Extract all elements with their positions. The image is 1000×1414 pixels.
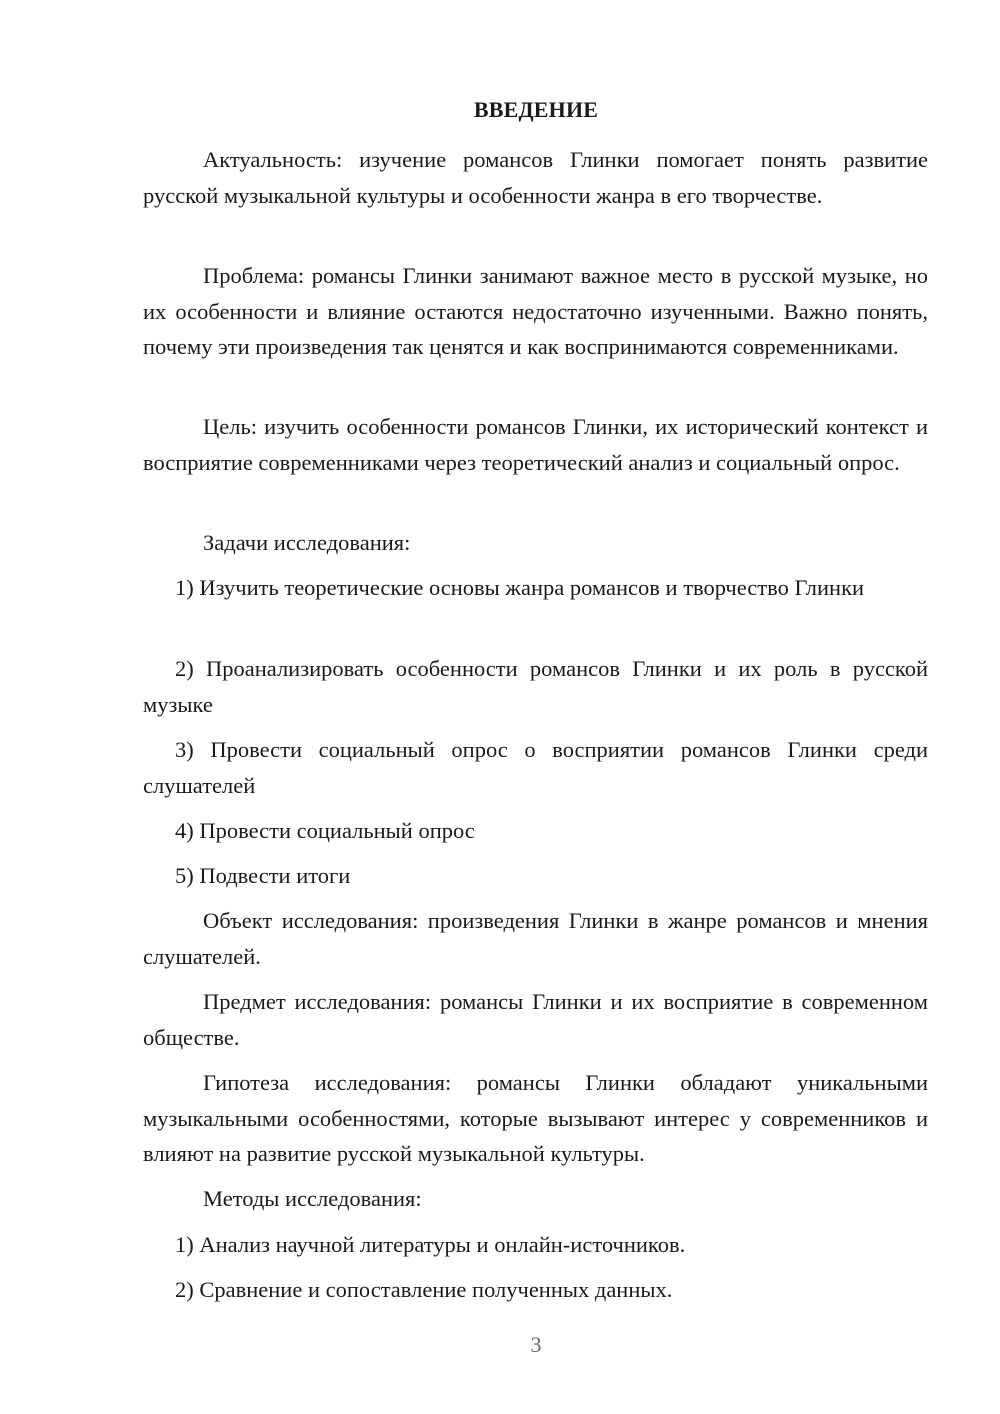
task-item: 1) Изучить теоретические основы жанра романсов и творчество Глинки [175,575,865,600]
goal-paragraph: Цель: изучить особенности романсов Глинки, их исторический контекст и восприятие современниками через теоретический анализ и социальный опрос. [143,414,928,475]
page-number: 3 [530,1332,542,1357]
relevance-paragraph: Актуальность: изучение романсов Глинки помогает понять развитие русской музыкальной культуры и особенности жанра в его творчестве. [143,147,928,208]
object-paragraph: Объект исследования: произведения Глинки в жанре романсов и мнения слушателей. [143,908,928,969]
tasks-heading: Задачи исследования: [203,530,411,555]
task-item: 5) Подвести итоги [175,863,351,888]
method-item: 1) Анализ научной литературы и онлайн-источников. [175,1232,686,1257]
page-title: ВВЕДЕНИЕ [473,97,599,122]
method-item: 2) Сравнение и сопоставление полученных данных. [175,1277,673,1302]
task-item: 3) Провести социальный опрос о восприятии романсов Глинки среди слушателей [143,737,928,798]
task-item: 2) Проанализировать особенности романсов Глинки и их роль в русской музыке [143,656,928,717]
methods-heading: Методы исследования: [203,1186,422,1211]
task-item: 4) Провести социальный опрос [175,818,475,843]
hypothesis-paragraph: Гипотеза исследования: романсы Глинки обладают уникальными музыкальными особенностями, которые вызывают интерес у современников и влияют на развитие русской музыкальной культуры. [143,1070,928,1166]
subject-paragraph: Предмет исследования: романсы Глинки и их восприятие в современном обществе. [143,989,928,1050]
problem-paragraph: Проблема: романсы Глинки занимают важное место в русской музыке, но их особенности и влияние остаются недостаточно изученными. Важно понять, почему эти произведения так ценятся и как воспринимаются современниками. [143,263,928,359]
